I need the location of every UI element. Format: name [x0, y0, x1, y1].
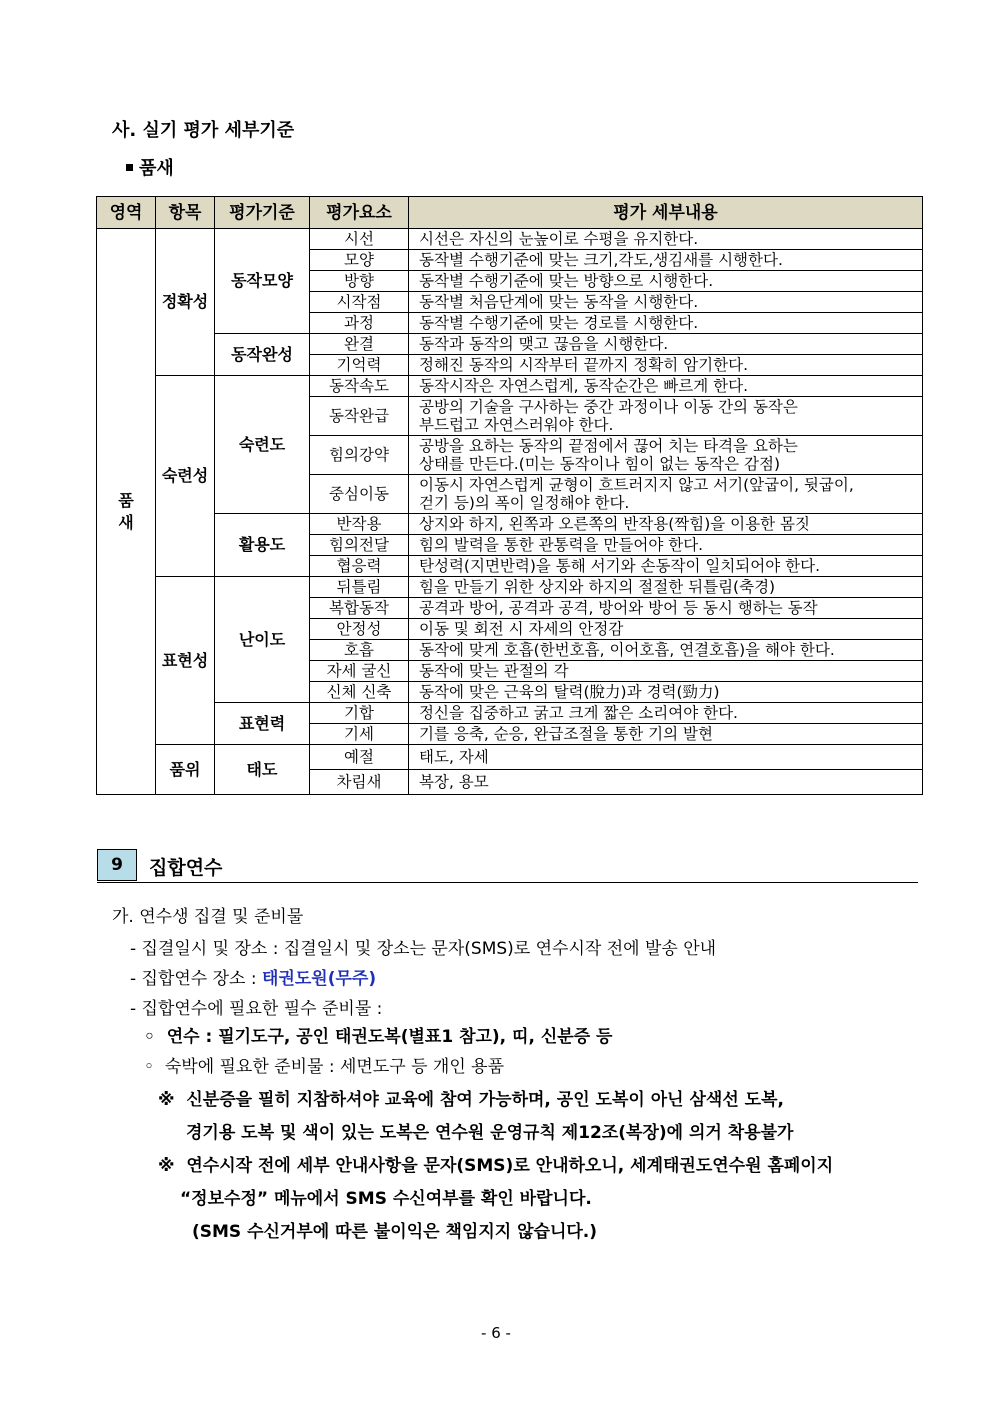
detail-cell: 동작별 수행기준에 맞는 경로를 시행한다.: [409, 313, 923, 334]
element-cell: 힘의전달: [310, 535, 409, 556]
header-area: 영역: [97, 197, 156, 229]
table-row: [97, 745, 923, 770]
table-row: [97, 376, 923, 397]
criteria-cell: 난이도: [215, 577, 310, 703]
element-cell: 신체 신축: [310, 682, 409, 703]
element-cell: 모양: [310, 250, 409, 271]
element-cell: 시작점: [310, 292, 409, 313]
detail-cell: 공방을 요하는 동작의 끝점에서 끊어 치는 타격을 요하는 상태를 만든다.(미는 동작이나 힘이 없는 동작은 감점): [409, 436, 923, 475]
element-cell: 뒤틀림: [310, 577, 409, 598]
header-category: 항목: [156, 197, 215, 229]
note-2-line-b: “정보수정” 메뉴에서 SMS 수신여부를 확인 바랍니다.: [180, 1189, 592, 1209]
body-line-heading: 가. 연수생 집결 및 준비물: [112, 907, 304, 927]
detail-cell: 공방의 기술을 구사하는 중간 과정이나 이동 간의 동작은 부드럽고 자연스러워야 한다.: [409, 397, 923, 436]
venue-name: 태권도원(무주): [262, 969, 377, 989]
detail-cell: 동작에 맞은 근육의 탈력(脫力)과 경력(勁力): [409, 682, 923, 703]
note-1-line-b: 경기용 도복 및 색이 있는 도복은 연수원 운영규칙 제12조(복장)에 의거 착용불가: [186, 1123, 794, 1143]
criteria-cell: 동작모양: [215, 229, 310, 334]
evaluation-table: [96, 196, 923, 795]
criteria-cell: 태도: [215, 745, 310, 795]
element-cell: 동작속도: [310, 376, 409, 397]
detail-cell: 힘의 발력을 통한 관통력을 만들어야 한다.: [409, 535, 923, 556]
table-row: [97, 577, 923, 598]
element-cell: 안정성: [310, 619, 409, 640]
page-number: - 6 -: [481, 1324, 511, 1342]
body-line-supplies: - 집합연수에 필요한 필수 준비물 :: [130, 999, 383, 1019]
element-cell: 기억력: [310, 355, 409, 376]
section-number-badge: 9: [97, 849, 137, 881]
note-1: [158, 1085, 784, 1110]
training-supplies-text: 연수 : 필기도구, 공인 태권도복(별표1 참고), 띠, 신분증 등: [166, 1027, 613, 1047]
element-cell: 동작완급: [310, 397, 409, 436]
table-row: [97, 514, 923, 535]
detail-cell: 상지와 하지, 왼쪽과 오른쪽의 반작용(짝힘)을 이용한 몸짓: [409, 514, 923, 535]
note-mark-icon: ※: [158, 1090, 175, 1110]
element-cell: 협응력: [310, 556, 409, 577]
circle-bullet-icon: ◦: [144, 1027, 155, 1047]
header-element: 평가요소: [310, 197, 409, 229]
element-cell: 시선: [310, 229, 409, 250]
detail-cell: 태도, 자세: [409, 745, 923, 770]
criteria-cell: 표현력: [215, 703, 310, 745]
detail-cell: 탄성력(지면반력)을 통해 서기와 손동작이 일치되어야 한다.: [409, 556, 923, 577]
note-2: [158, 1151, 833, 1176]
criteria-cell: 활용도: [215, 514, 310, 577]
table-header-row: [97, 197, 923, 229]
detail-cell: 동작별 처음단계에 맞는 동작을 시행한다.: [409, 292, 923, 313]
element-cell: 힘의강약: [310, 436, 409, 475]
section-title: 사. 실기 평가 세부기준: [112, 120, 295, 141]
header-criteria: 평가기준: [215, 197, 310, 229]
element-cell: 방향: [310, 271, 409, 292]
subsection-title-text: 품새: [139, 158, 174, 179]
criteria-cell: 숙련도: [215, 376, 310, 514]
lodging-supplies-text: 숙박에 필요한 준비물 : 세면도구 등 개인 용품: [164, 1057, 504, 1077]
detail-cell: 정해진 동작의 시작부터 끝까지 정확히 암기한다.: [409, 355, 923, 376]
element-cell: 차림새: [310, 770, 409, 795]
detail-cell: 동작별 수행기준에 맞는 크기,각도,생김새를 시행한다.: [409, 250, 923, 271]
element-cell: 과정: [310, 313, 409, 334]
element-cell: 기세: [310, 724, 409, 745]
body-line-venue: [130, 964, 376, 989]
element-cell: 완결: [310, 334, 409, 355]
detail-cell: 공격과 방어, 공격과 공격, 방어와 방어 등 동시 행하는 동작: [409, 598, 923, 619]
subsection-title: [126, 154, 174, 180]
note-2-line-a: 연수시작 전에 세부 안내사항을 문자(SMS)로 안내하오니, 세계태권도연수원 홈페이지: [186, 1156, 834, 1176]
table-row: [97, 703, 923, 724]
table-row: [97, 334, 923, 355]
element-cell: 예절: [310, 745, 409, 770]
header-detail: 평가 세부내용: [409, 197, 923, 229]
detail-cell: 이동시 자연스럽게 균형이 흐트러지지 않고 서기(앞굽이, 뒷굽이, 걷기 등)의 폭이 일정해야 한다.: [409, 475, 923, 514]
venue-label: - 집합연수 장소 :: [130, 969, 263, 989]
element-cell: 중심이동: [310, 475, 409, 514]
detail-cell: 동작시작은 자연스럽게, 동작순간은 빠르게 한다.: [409, 376, 923, 397]
detail-cell: 동작에 맞는 관절의 각: [409, 661, 923, 682]
detail-cell: 동작에 맞게 호흡(한번호흡, 이어호흡, 연결호흡)을 해야 한다.: [409, 640, 923, 661]
category-cell: 정확성: [156, 229, 215, 376]
detail-cell: 복장, 용모: [409, 770, 923, 795]
body-line-lodging-supplies: [144, 1052, 504, 1077]
section-9-header: [97, 849, 918, 883]
detail-cell: 이동 및 회전 시 자세의 안정감: [409, 619, 923, 640]
category-cell: 표현성: [156, 577, 215, 745]
body-line-assembly: - 집결일시 및 장소 : 집결일시 및 장소는 문자(SMS)로 연수시작 전에 발송 안내: [130, 939, 717, 959]
element-cell: 기합: [310, 703, 409, 724]
detail-cell: 힘을 만들기 위한 상지와 하지의 절절한 뒤틀림(축경): [409, 577, 923, 598]
category-cell: 품위: [156, 745, 215, 795]
area-cell: 품 새: [97, 229, 156, 795]
note-1-line-a: 신분증을 필히 지참하셔야 교육에 참여 가능하며, 공인 도복이 아닌 삼색선 도복,: [186, 1090, 784, 1110]
body-line-training-supplies: [144, 1022, 612, 1047]
table-row: [97, 229, 923, 250]
detail-cell: 기를 응축, 순응, 완급조절을 통한 기의 발현: [409, 724, 923, 745]
note-mark-icon: ※: [158, 1156, 175, 1176]
category-cell: 숙련성: [156, 376, 215, 577]
detail-cell: 동작과 동작의 맺고 끊음을 시행한다.: [409, 334, 923, 355]
element-cell: 자세 굴신: [310, 661, 409, 682]
element-cell: 호흡: [310, 640, 409, 661]
detail-cell: 동작별 수행기준에 맞는 방향으로 시행한다.: [409, 271, 923, 292]
section-9-title: 집합연수: [149, 857, 223, 879]
element-cell: 반작용: [310, 514, 409, 535]
circle-bullet-icon: ◦: [144, 1057, 155, 1077]
detail-cell: 정신을 집중하고 굵고 크게 짧은 소리여야 한다.: [409, 703, 923, 724]
detail-cell: 시선은 자신의 눈높이로 수평을 유지한다.: [409, 229, 923, 250]
element-cell: 복합동작: [310, 598, 409, 619]
square-bullet-icon: [126, 164, 133, 171]
note-2-line-c: (SMS 수신거부에 따른 불이익은 책임지지 않습니다.): [192, 1222, 598, 1242]
criteria-cell: 동작완성: [215, 334, 310, 376]
